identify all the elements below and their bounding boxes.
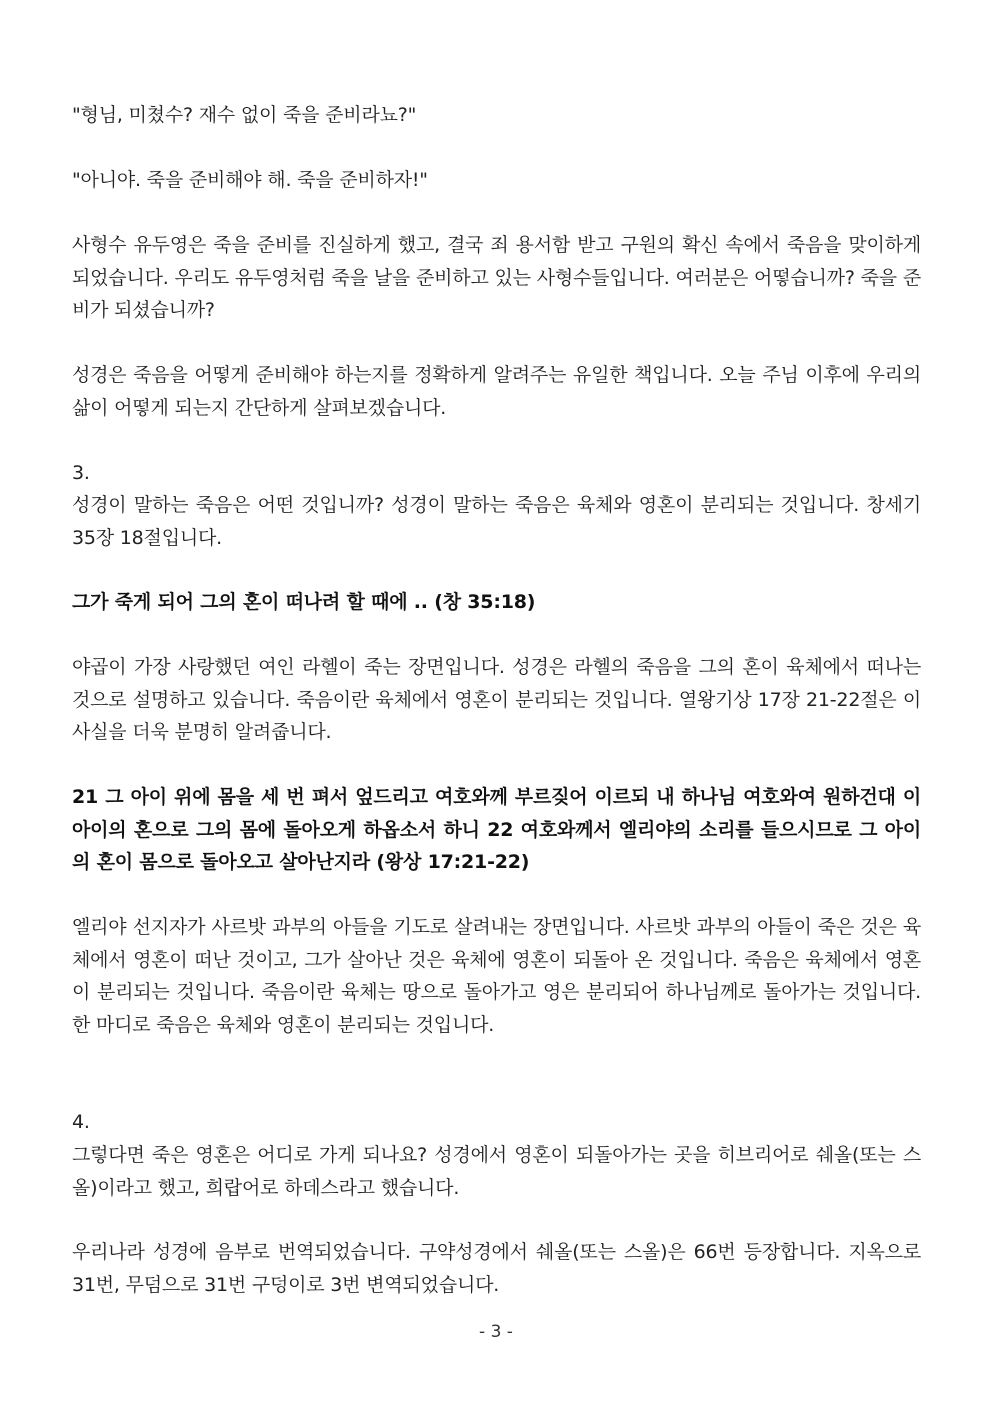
scripture-verse-kings: 21 그 아이 위에 몸을 세 번 펴서 엎드리고 여호와께 부르짖어 이르되 내 하나님 여호와여 원하건대 이 아이의 혼으로 그의 몸에 돌아오게 하옵소서 하니 22 여호와께서 엘리야의 소리를 들으시므로 그 아이의 혼이 몸으로 돌아오고 살아난지라 (왕상 17:21-22)	[72, 786, 921, 873]
paragraph-rachel: 야곱이 가장 사랑했던 여인 라헬이 죽는 장면입니다. 성경은 라헬의 죽음을 그의 혼이 육체에서 떠나는 것으로 설명하고 있습니다. 죽음이란 육체에서 영혼이 분리되는 것입니다. 열왕기상 17장 21-22절은 이 사실을 더욱 분명히 알려줍니다.	[72, 656, 921, 743]
dialogue-quote-2: "아니야. 죽을 준비해야 해. 죽을 준비하자!"	[72, 169, 428, 191]
paragraph-elijah: 엘리야 선지자가 사르밧 과부의 아들을 기도로 살려내는 장면입니다. 사르밧 과부의 아들이 죽은 것은 육체에서 영혼이 떠난 것이고, 그가 살아난 것은 육체에 영혼이 되돌아 온 것입니다. 죽음은 육체에서 영혼이 분리되는 것입니다. 죽음이란 육체는 땅으로 돌아가고 영은 분리되어 하나님께로 돌아가는 것입니다. 한 마디로 죽음은 육체와 영혼이 분리되는 것입니다.	[72, 916, 921, 1036]
section-number-3: 3.	[72, 462, 90, 484]
paragraph-death-definition: 성경이 말하는 죽음은 어떤 것입니까? 성경이 말하는 죽음은 육체와 영혼이 분리되는 것입니다. 창세기 35장 18절입니다.	[72, 494, 921, 549]
section-number-4: 4.	[72, 1111, 90, 1133]
paragraph-sheol: 그렇다면 죽은 영혼은 어디로 가게 되나요? 성경에서 영혼이 되돌아가는 곳을 히브리어로 쉐올(또는 스올)이라고 했고, 희랍어로 하데스라고 했습니다.	[72, 1144, 921, 1199]
paragraph-death-row: 사형수 유두영은 죽을 준비를 진실하게 했고, 결국 죄 용서함 받고 구원의 확신 속에서 죽음을 맞이하게 되었습니다. 우리도 유두영처럼 죽을 날을 준비하고 있는 사형수들입니다. 여러분은 어떻습니까? 죽을 준비가 되셨습니까?	[72, 234, 921, 321]
paragraph-bible-intro: 성경은 죽음을 어떻게 준비해야 하는지를 정확하게 알려주는 유일한 책입니다. 오늘 주님 이후에 우리의 삶이 어떻게 되는지 간단하게 살펴보겠습니다.	[72, 364, 921, 419]
page-number: - 3 -	[479, 1322, 513, 1342]
dialogue-quote-1: "형님, 미쳤수? 재수 없이 죽을 준비라뇨?"	[72, 104, 417, 126]
scripture-verse-genesis: 그가 죽게 되어 그의 혼이 떠나려 할 때에 .. (창 35:18)	[72, 591, 536, 613]
paragraph-translation: 우리나라 성경에 음부로 번역되었습니다. 구약성경에서 쉐올(또는 스올)은 66번 등장합니다. 지옥으로 31번, 무덤으로 31번 구덩이로 3번 변역되었습니다.	[72, 1241, 921, 1296]
